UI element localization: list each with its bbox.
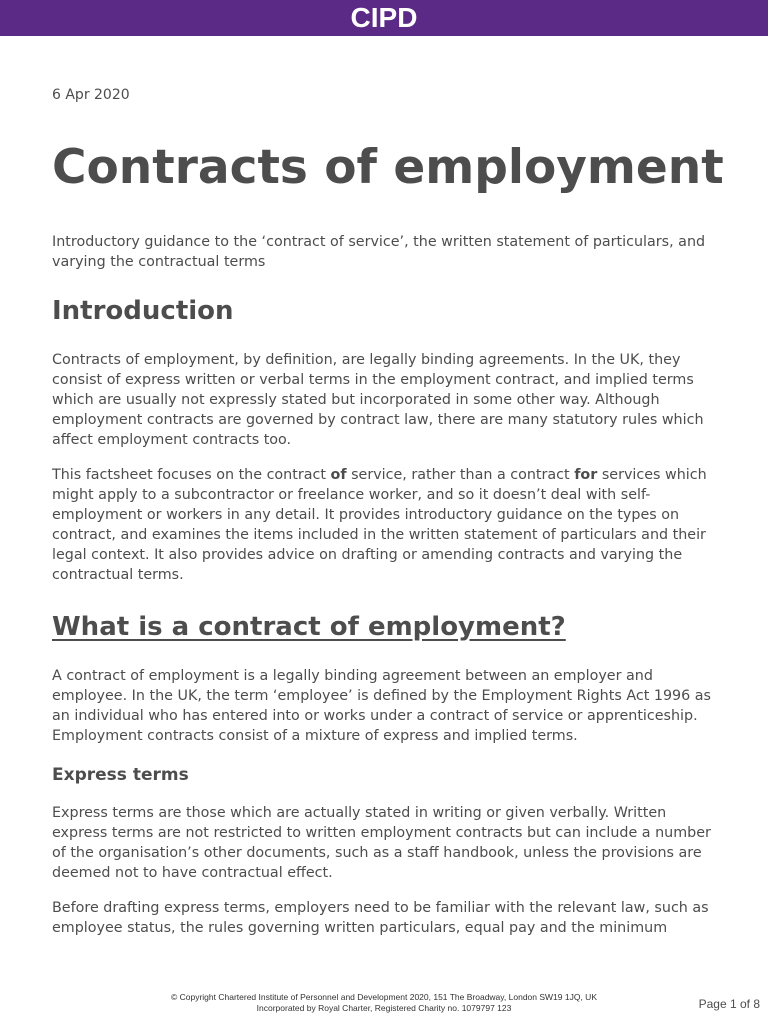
page-title: Contracts of employment	[52, 140, 724, 195]
what-is-contract-heading-link[interactable]: What is a contract of employment?	[52, 612, 566, 642]
text-run: service, rather than a contract	[346, 467, 575, 483]
what-is-contract-paragraph: A contract of employment is a legally binding agreement between an employer and employee. In the UK, the term ‘employee’ is defined by the Employment Rights Act 1996 as an individual who has entered into or works under a contract of service or apprenticeship. Employment contracts consist of a mixture of express and implied terms.	[52, 668, 712, 744]
introduction-paragraph-1: Contracts of employment, by definition, are legally binding agreements. In the UK, they consist of express written or verbal terms in the employment contract, and implied terms which are usually not expressly stated but incorporated in some other way. Although employment contracts are governed by contract law, there are many statutory rules which affect employment contracts too.	[52, 352, 704, 448]
publication-date: 6 Apr 2020	[52, 87, 130, 103]
charity-line: Incorporated by Royal Charter, Registered Charity no. 1079797 123	[256, 1003, 512, 1013]
page-number: Page 1 of 8	[698, 997, 760, 1011]
text-run: services which might apply to a subcontractor or freelance worker, and so it doesn’t deal with self-employment or workers in any detail. It provides introductory guidance on the types on contract, and examines the items included in the written statement of particulars and their legal context. It also provides advice on drafting or amending contracts and varying the contractual terms.	[52, 467, 707, 583]
bold-for: for	[574, 467, 598, 483]
text-run: This factsheet focuses on the contract	[52, 467, 331, 483]
cipd-logo: CIPD	[350, 2, 418, 33]
express-terms-paragraph-2: Before drafting express terms, employers need to be familiar with the relevant law, such as employee status, the rules governing written particulars, equal pay and the minimum	[52, 900, 709, 936]
bold-of: of	[330, 467, 347, 483]
copyright-line: © Copyright Chartered Institute of Personnel and Development 2020, 151 The Broadway, London SW19 1JQ, UK	[170, 992, 597, 1002]
intro-summary: Introductory guidance to the ‘contract of service’, the written statement of particulars, and varying the contractual terms	[52, 234, 706, 270]
introduction-heading: Introduction	[52, 296, 234, 326]
introduction-paragraph-2	[52, 465, 714, 585]
copyright-footer	[0, 992, 768, 1014]
express-terms-paragraph-1: Express terms are those which are actually stated in writing or given verbally. Written express terms are not restricted to written employment contracts but can include a number of the organisation’s other documents, such as a staff handbook, unless the provisions are deemed not to have contractual effect.	[52, 805, 711, 881]
express-terms-heading: Express terms	[52, 765, 189, 785]
